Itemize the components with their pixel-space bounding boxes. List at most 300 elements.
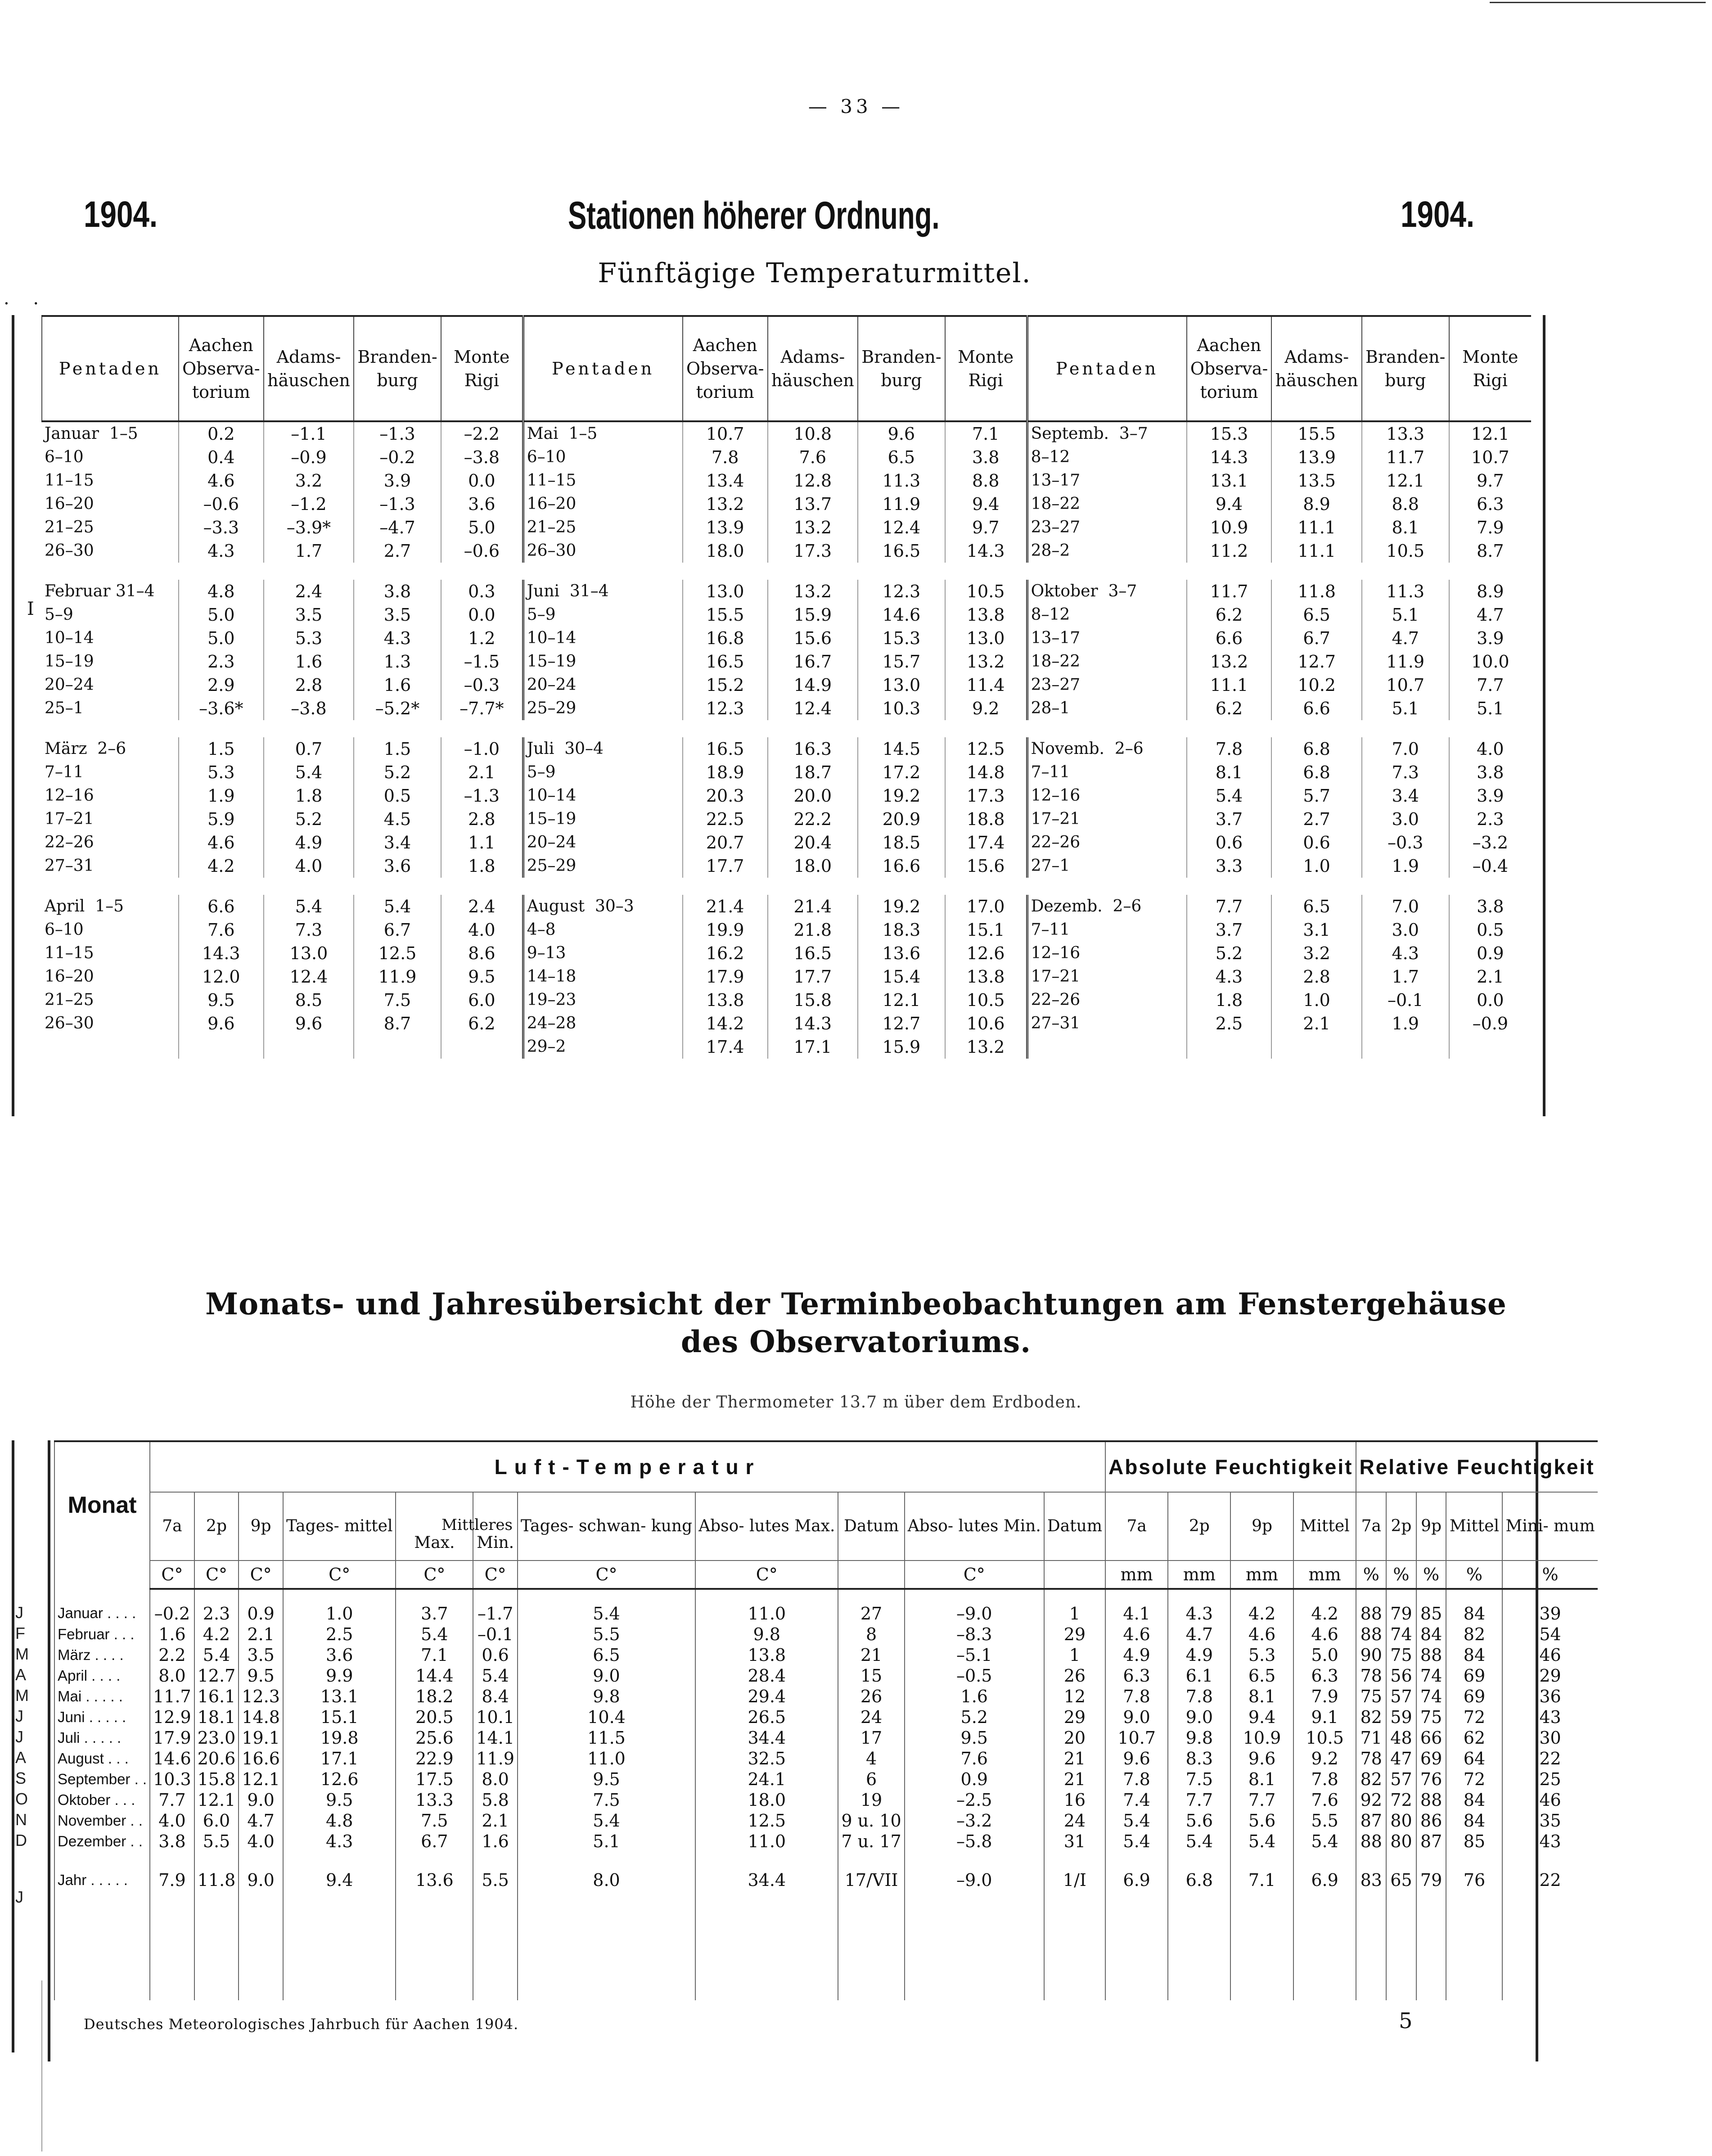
pentaden-header-adams: Adams- häuschen [768, 316, 858, 421]
footer-source: Deutsches Meteorologisches Jahrbuch für Aachen 1904. [84, 2016, 519, 2033]
pentaden-header-adams: Adams- häuschen [264, 316, 354, 421]
pentade-label: 9–13 [527, 944, 566, 962]
pentade-label: Septemb. 3–7 [1031, 424, 1148, 443]
temperature-value: 4.7 [1449, 603, 1531, 627]
monat-value: 72 [1446, 1769, 1502, 1790]
monat-value: 10.5 [1293, 1728, 1356, 1748]
monat-value: 0.9 [239, 1589, 283, 1624]
temperature-value: 12.1 [1449, 421, 1531, 446]
gap-cell [42, 720, 1531, 737]
subheader-14: Mittel [1293, 1492, 1356, 1561]
subheader-16: 2p [1386, 1492, 1416, 1561]
monat-value: 71 [1356, 1728, 1386, 1748]
relative-feuchtigkeit-header: Relative Feuchtigkeit [1356, 1441, 1597, 1492]
monat-value: 80 [1386, 1810, 1416, 1831]
temperature-value: –3.8 [264, 697, 354, 720]
month-row [54, 1790, 1598, 1810]
temperature-value: 13.2 [768, 580, 858, 603]
subheader-9: Abso- lutes Min. [905, 1492, 1044, 1561]
temperature-value: 5.4 [1187, 784, 1272, 807]
monat-value: 10.9 [1230, 1728, 1293, 1748]
monat-value: 78 [1356, 1748, 1386, 1769]
top-rule [1490, 2, 1706, 3]
monat-value: 24 [838, 1707, 904, 1728]
pentade-label: 12–16 [1031, 944, 1081, 962]
temperature-value: 18.7 [768, 761, 858, 784]
temperature-value: 3.0 [1362, 918, 1449, 942]
temperature-value: 2.7 [1271, 807, 1361, 831]
temperature-value: –0.6 [441, 539, 523, 563]
pentaden-header-pentaden: Pentaden [523, 316, 682, 421]
monat-value: 12.5 [695, 1810, 838, 1831]
temperature-value: 11.3 [1362, 580, 1449, 603]
monat-value: 4.2 [1230, 1589, 1293, 1624]
monat-value: 1.0 [283, 1589, 396, 1624]
monat-value: 4.6 [1105, 1624, 1168, 1645]
temperature-value: –0.9 [264, 446, 354, 469]
temperature-value: –0.1 [1362, 988, 1449, 1012]
pentade-label: Juli 30–4 [527, 740, 604, 758]
monat-value: 5.5 [194, 1831, 239, 1852]
pentade-label: 18–22 [1031, 495, 1081, 513]
monat-value: 8.3 [1168, 1748, 1230, 1769]
subheader-10: Datum [1044, 1492, 1105, 1561]
empty-cell [518, 1906, 695, 2000]
empty-cell [1502, 1906, 1597, 2000]
pentade-label: 6–10 [45, 920, 84, 939]
pentaden-row [42, 942, 1531, 965]
temperature-value: 18.9 [683, 761, 768, 784]
monat-value: 10.4 [518, 1707, 695, 1728]
pentaden-row [42, 761, 1531, 784]
temperature-value: 13.0 [264, 942, 354, 965]
temperature-value: 18.0 [683, 539, 768, 563]
pentade-label: 22–26 [1031, 833, 1081, 852]
subheader-7: Abso- lutes Max. [695, 1492, 838, 1561]
temperature-value: –1.0 [441, 737, 523, 761]
monat-value: 76 [1416, 1769, 1446, 1790]
monat-value: 34.4 [695, 1728, 838, 1748]
monat-value: 5.4 [1168, 1831, 1230, 1852]
temperature-value [1187, 1035, 1272, 1059]
temperature-value: 4.3 [1187, 965, 1272, 988]
monat-value: 1.6 [473, 1831, 518, 1852]
monat-value: 8.0 [473, 1769, 518, 1790]
monat-value: 74 [1386, 1624, 1416, 1645]
monat-value: 3.5 [239, 1645, 283, 1665]
monat-value: 9.8 [518, 1686, 695, 1707]
temperature-value: 8.8 [945, 469, 1027, 492]
temperature-value: 4.2 [179, 854, 264, 878]
temperature-value: 19.2 [858, 895, 945, 918]
pentade-label: 27–31 [45, 857, 94, 875]
margin-rule [41, 1980, 42, 2151]
pentade-label: 17–21 [45, 810, 94, 828]
temperature-value: 5.0 [179, 603, 264, 627]
temperature-value: 11.1 [1271, 516, 1361, 539]
temperature-value: 12.4 [858, 516, 945, 539]
pentaden-row [42, 539, 1531, 563]
monat-value: 21 [838, 1645, 904, 1665]
monat-value: 20 [1044, 1728, 1105, 1748]
empty-cell [1230, 1906, 1293, 2000]
monat-value: 13.1 [283, 1686, 396, 1707]
unit-11: mm [1105, 1561, 1168, 1589]
year-right: 1904. [1401, 194, 1475, 235]
month-row [54, 1810, 1598, 1831]
temperature-value: 0.5 [1449, 918, 1531, 942]
temperature-value: 12.0 [179, 965, 264, 988]
monat-value: 15 [838, 1665, 904, 1686]
temperature-value [1271, 1035, 1361, 1059]
temperature-value: 19.9 [683, 918, 768, 942]
temperature-value: 21.4 [683, 895, 768, 918]
monat-value: 11.8 [194, 1852, 239, 1906]
temperature-value: 3.2 [1271, 942, 1361, 965]
temperature-value: 11.7 [1362, 446, 1449, 469]
year-row [54, 1852, 1598, 1906]
pentade-label: 13–17 [1031, 629, 1081, 647]
unit-10 [1044, 1561, 1105, 1589]
monat-value: 2.1 [473, 1810, 518, 1831]
monat-value: 9.8 [1168, 1728, 1230, 1748]
monat-value: 6.5 [1230, 1665, 1293, 1686]
unit-2: C° [239, 1561, 283, 1589]
monat-value: 85 [1416, 1589, 1446, 1624]
temperature-value: –3.2 [1449, 831, 1531, 854]
monat-value: 57 [1386, 1686, 1416, 1707]
pentaden-body [42, 421, 1531, 1059]
pentaden-row [42, 446, 1531, 469]
monat-title-line1: Monats- und Jahresübersicht der Terminbeobachtungen am Fenstergehäuse [205, 1286, 1507, 1322]
monat-value: 88 [1356, 1589, 1386, 1624]
monat-value: 4.0 [150, 1810, 194, 1831]
temperature-value: 22.5 [683, 807, 768, 831]
temperature-value: 7.7 [1449, 673, 1531, 697]
monat-value: 16.6 [239, 1748, 283, 1769]
empty-cell [1446, 1906, 1502, 2000]
temperature-value: 15.9 [858, 1035, 945, 1059]
temperature-value: 3.6 [354, 854, 441, 878]
pentaden-row [42, 895, 1531, 918]
monat-value: 5.2 [905, 1707, 1044, 1728]
pentade-label: 15–19 [527, 652, 577, 671]
pentade-label: 22–26 [45, 833, 94, 852]
monat-value: 72 [1386, 1790, 1416, 1810]
monat-value: 24.1 [695, 1769, 838, 1790]
unit-3: C° [283, 1561, 396, 1589]
temperature-value: 5.1 [1362, 697, 1449, 720]
temperature-value: –0.3 [1362, 831, 1449, 854]
temperature-value: 13.8 [683, 988, 768, 1012]
monat-value: 17 [838, 1728, 904, 1748]
monat-value: 4.8 [283, 1810, 396, 1831]
empty-cell [194, 1906, 239, 2000]
temperature-value: 12.3 [683, 697, 768, 720]
monat-value: 0.9 [905, 1769, 1044, 1790]
temperature-value: 11.9 [354, 965, 441, 988]
monat-value: 6.3 [1105, 1665, 1168, 1686]
monat-value: 4.7 [1168, 1624, 1230, 1645]
empty-cell [473, 1906, 518, 2000]
temperature-value: 5.2 [1187, 942, 1272, 965]
temperature-value: 5.3 [264, 627, 354, 650]
temperature-value: 4.0 [264, 854, 354, 878]
monat-value: 46 [1502, 1790, 1597, 1810]
temperature-value: 16.8 [683, 627, 768, 650]
monat-value: 87 [1416, 1831, 1446, 1852]
monat-value: 5.4 [396, 1624, 473, 1645]
monat-value: 7.6 [1293, 1790, 1356, 1810]
monat-value: 78 [1356, 1665, 1386, 1686]
monat-header: Monat [54, 1441, 150, 1589]
temperature-value: 3.2 [264, 469, 354, 492]
monat-value: 88 [1356, 1831, 1386, 1852]
temperature-value: 2.8 [441, 807, 523, 831]
monat-value: 3.6 [283, 1645, 396, 1665]
monat-value: 92 [1356, 1790, 1386, 1810]
temperature-value: 3.1 [1271, 918, 1361, 942]
temperature-value: 4.9 [264, 831, 354, 854]
monat-value: 28.4 [695, 1665, 838, 1686]
monat-value: 6.8 [1168, 1852, 1230, 1906]
temperature-value: 1.8 [1187, 988, 1272, 1012]
monat-value: 7.7 [150, 1790, 194, 1810]
temperature-value: 6.6 [1271, 697, 1361, 720]
unit-7: C° [695, 1561, 838, 1589]
unit-4: C° [396, 1561, 473, 1589]
unit-16: % [1386, 1561, 1416, 1589]
temperature-value: 20.7 [683, 831, 768, 854]
temperature-value: 15.3 [858, 627, 945, 650]
monat-value: 9.6 [1230, 1748, 1293, 1769]
monat-value: 18.0 [695, 1790, 838, 1810]
monat-value: 24 [1044, 1810, 1105, 1831]
monat-value: 29 [1502, 1665, 1597, 1686]
temperature-value: 16.5 [683, 737, 768, 761]
monat-value: –5.1 [905, 1645, 1044, 1665]
cut-letter: J [15, 1707, 23, 1725]
temperature-value: 4.3 [179, 539, 264, 563]
temperature-value: 5.9 [179, 807, 264, 831]
temperature-value: 1.5 [179, 737, 264, 761]
monat-value: 9.0 [239, 1852, 283, 1906]
monat-value: 14.6 [150, 1748, 194, 1769]
temperature-value: 0.6 [1187, 831, 1272, 854]
monat-value: 5.4 [1105, 1810, 1168, 1831]
monat-value: 85 [1446, 1831, 1502, 1852]
monat-value: 5.6 [1168, 1810, 1230, 1831]
pentaden-header-branden: Branden- burg [354, 316, 441, 421]
monat-value: 1.6 [150, 1624, 194, 1645]
temperature-value: 7.6 [179, 918, 264, 942]
temperature-value: 15.5 [1271, 421, 1361, 446]
pentade-label: 15–19 [45, 652, 94, 671]
monat-value: 26.5 [695, 1707, 838, 1728]
temperature-value: 6.5 [1271, 895, 1361, 918]
temperature-value: 0.0 [1449, 988, 1531, 1012]
unit-1: C° [194, 1561, 239, 1589]
subheader-label: Max. [414, 1534, 455, 1552]
temperature-value: 18.0 [768, 854, 858, 878]
pentade-label: 20–24 [527, 833, 577, 852]
temperature-value [1449, 1035, 1531, 1059]
temperature-value: 5.3 [179, 761, 264, 784]
cut-letter: M [15, 1686, 29, 1705]
monat-value: 9.0 [239, 1790, 283, 1810]
temperature-value: 5.4 [354, 895, 441, 918]
monat-value: 7.8 [1293, 1769, 1356, 1790]
pentade-label: 16–20 [527, 495, 577, 513]
pentade-label: 20–24 [527, 676, 577, 694]
monat-value: 9.4 [283, 1852, 396, 1906]
pentaden-gap-row [42, 563, 1531, 580]
temperature-value: 5.4 [264, 761, 354, 784]
monat-value: 5.4 [518, 1810, 695, 1831]
cut-letter: J [15, 1888, 23, 1906]
monat-value: 17/VII [838, 1852, 904, 1906]
monat-value: 26 [1044, 1665, 1105, 1686]
temperature-value: 14.6 [858, 603, 945, 627]
unit-18: % [1446, 1561, 1502, 1589]
monat-value: 5.4 [518, 1589, 695, 1624]
pentade-label: 25–1 [45, 699, 84, 717]
pentade-label: 20–24 [45, 676, 94, 694]
temperature-value: 1.7 [264, 539, 354, 563]
cut-letter: A [15, 1748, 27, 1767]
temperature-value: 11.9 [858, 492, 945, 516]
temperature-value: 4.8 [179, 580, 264, 603]
monat-value: 7.7 [1230, 1790, 1293, 1810]
pentaden-row [42, 469, 1531, 492]
temperature-value: 7.8 [1187, 737, 1272, 761]
pentade-label: 25–29 [527, 857, 577, 875]
monat-value: –8.3 [905, 1624, 1044, 1645]
pentade-label: Februar 31–4 [45, 582, 155, 600]
temperature-value: 13.0 [683, 580, 768, 603]
monat-value: 74 [1416, 1665, 1446, 1686]
pentade-label: Juni 31–4 [527, 582, 609, 600]
pentade-label: 8–12 [1031, 448, 1070, 466]
temperature-value: 9.4 [1187, 492, 1272, 516]
monat-value: 14.1 [473, 1728, 518, 1748]
temperature-value: 8.6 [441, 942, 523, 965]
month-label: November . . [54, 1810, 150, 1831]
pentaden-row [42, 673, 1531, 697]
monat-value: 84 [1446, 1589, 1502, 1624]
monat-value: 66 [1416, 1728, 1446, 1748]
temperature-value: 10.9 [1187, 516, 1272, 539]
empty-cell [1416, 1906, 1446, 2000]
pentaden-row [42, 492, 1531, 516]
monat-value: –0.5 [905, 1665, 1044, 1686]
temperature-value: –1.1 [264, 421, 354, 446]
temperature-value: 3.7 [1187, 807, 1272, 831]
monat-value: 12.3 [239, 1686, 283, 1707]
temperature-value: 1.2 [441, 627, 523, 650]
temperature-value: 12.4 [264, 965, 354, 988]
monat-value: 43 [1502, 1707, 1597, 1728]
temperature-value: 12.7 [1271, 650, 1361, 673]
monat-value: 54 [1502, 1624, 1597, 1645]
temperature-value: 10.5 [945, 580, 1027, 603]
monat-value: 25 [1502, 1769, 1597, 1790]
monat-value: 18.2 [396, 1686, 473, 1707]
monat-value: 2.3 [194, 1589, 239, 1624]
monat-value: 22.9 [396, 1748, 473, 1769]
monat-value: 90 [1356, 1645, 1386, 1665]
temperature-value: 12.4 [768, 697, 858, 720]
pentade-label: 6–10 [527, 448, 566, 466]
temperature-value: 4.6 [179, 469, 264, 492]
month-label: April . . . . [54, 1665, 150, 1686]
monat-value: 26 [838, 1686, 904, 1707]
monat-value: 82 [1356, 1707, 1386, 1728]
temperature-value: 16.7 [768, 650, 858, 673]
monat-value: 9.9 [283, 1665, 396, 1686]
monat-value: 13.8 [695, 1645, 838, 1665]
monat-value: 6.9 [1105, 1852, 1168, 1906]
monat-value: 19.1 [239, 1728, 283, 1748]
temperature-value: 10.5 [945, 988, 1027, 1012]
monat-value: 62 [1446, 1728, 1502, 1748]
pentaden-table [41, 315, 1531, 1059]
temperature-value: 13.9 [1271, 446, 1361, 469]
pentaden-header-aachen: Aachen Observa- torium [683, 316, 768, 421]
monat-subheader-row [54, 1492, 1598, 1561]
temperature-value: 6.6 [1187, 627, 1272, 650]
monat-value: 75 [1356, 1686, 1386, 1707]
monat-value: 9.0 [518, 1665, 695, 1686]
monat-value: 10.1 [473, 1707, 518, 1728]
pentaden-row [42, 1035, 1531, 1059]
temperature-value: 6.2 [1187, 603, 1272, 627]
monat-value: 6.9 [1293, 1852, 1356, 1906]
temperature-value: –1.5 [441, 650, 523, 673]
temperature-value: 0.3 [441, 580, 523, 603]
monat-value: 4.9 [1168, 1645, 1230, 1665]
temperature-value: 10.8 [768, 421, 858, 446]
pentade-label: 10–14 [45, 629, 94, 647]
temperature-value: 12.8 [768, 469, 858, 492]
monat-value: 20.5 [396, 1707, 473, 1728]
temperature-value: 6.8 [1271, 737, 1361, 761]
temperature-value: 7.8 [683, 446, 768, 469]
pentade-label: 10–14 [527, 629, 577, 647]
temperature-value: 11.8 [1271, 580, 1361, 603]
monat-value: 6.0 [194, 1810, 239, 1831]
temperature-value: 12.1 [858, 988, 945, 1012]
temperature-value: 3.8 [1449, 895, 1531, 918]
temperature-value: 17.0 [945, 895, 1027, 918]
pentade-label: 19–23 [527, 991, 577, 1009]
temperature-value: 13.0 [858, 673, 945, 697]
temperature-value: 14.3 [1187, 446, 1272, 469]
temperature-value: 1.0 [1271, 988, 1361, 1012]
empty-cell [396, 1906, 473, 2000]
monat-value: 6.3 [1293, 1665, 1356, 1686]
monat-value: 29 [1044, 1624, 1105, 1645]
temperature-value: 9.5 [179, 988, 264, 1012]
monat-value: 20.6 [194, 1748, 239, 1769]
pentaden-header-monte: Monte Rigi [1449, 316, 1531, 421]
monat-value: 7.8 [1168, 1686, 1230, 1707]
temperature-value: 19.2 [858, 784, 945, 807]
pentaden-gap-row [42, 878, 1531, 895]
pentaden-header-pentaden: Pentaden [42, 316, 179, 421]
pentade-label: 5–9 [45, 605, 73, 624]
temperature-value: 3.9 [354, 469, 441, 492]
